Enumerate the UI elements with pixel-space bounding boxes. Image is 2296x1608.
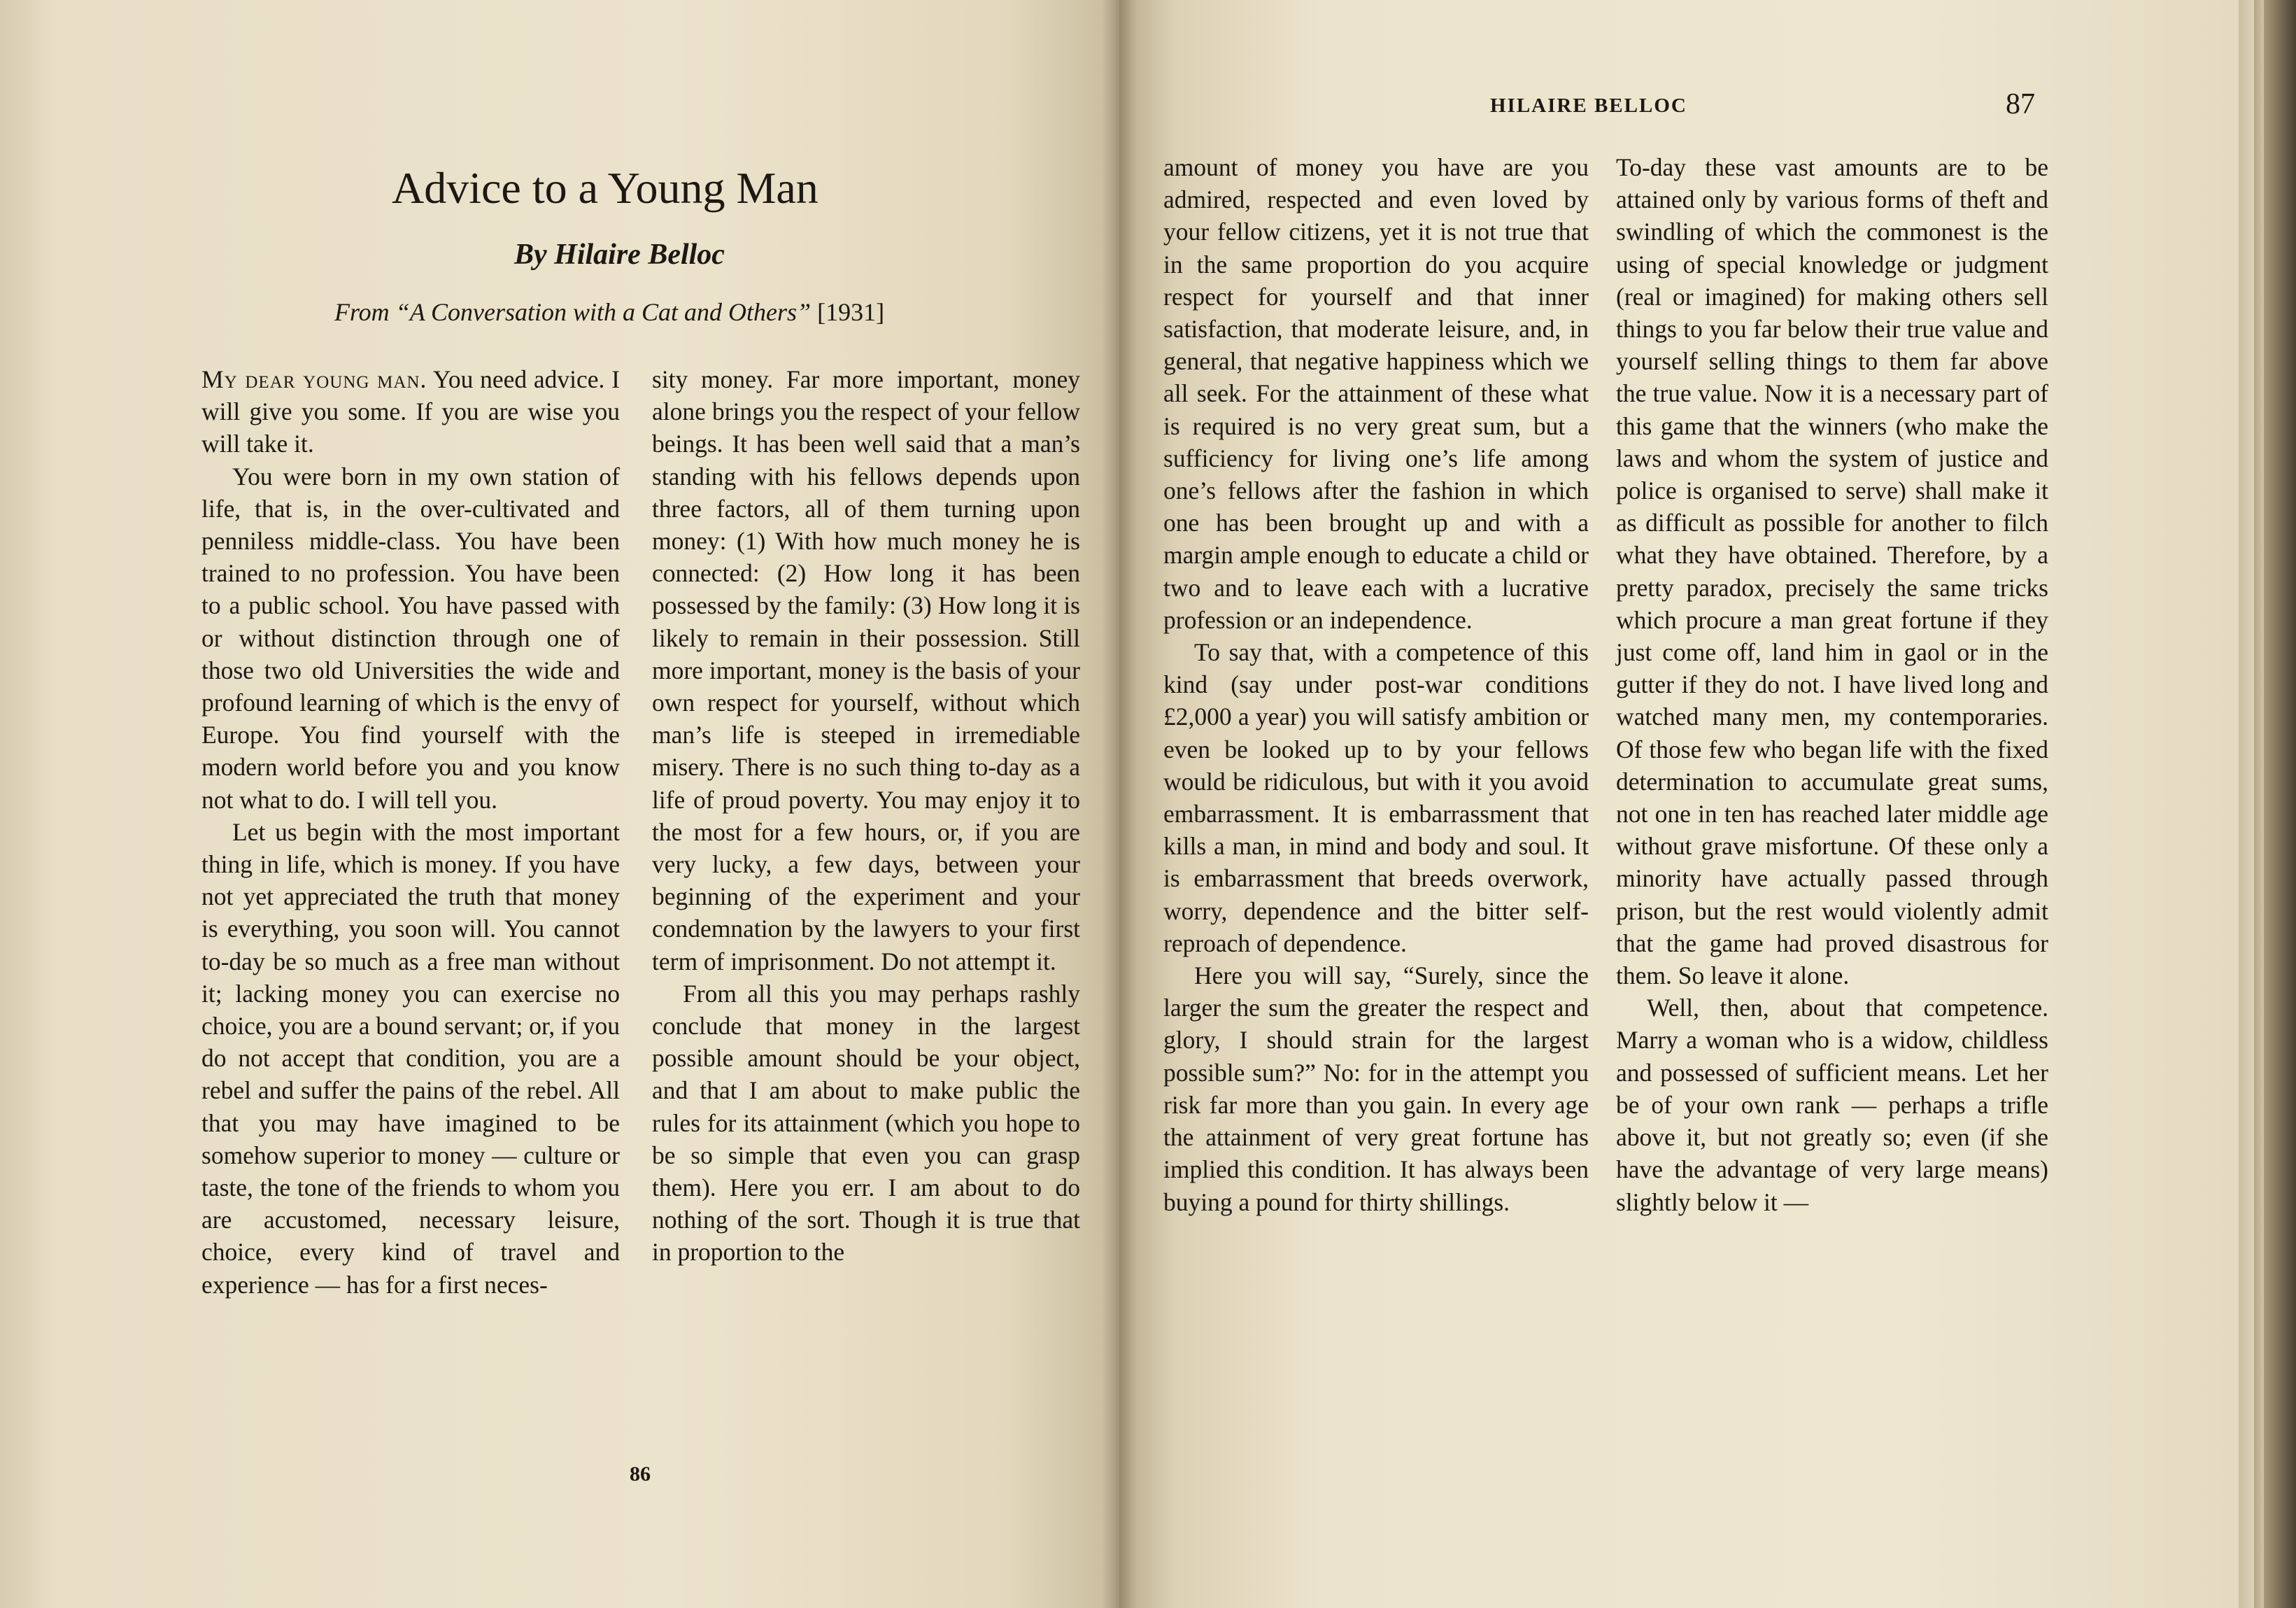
paragraph: sity money. Far more important, money alone brings you the respect of your fellow beings. It has been well said that a man’s standing with his fellows depends upon three factors, all of them turning upon money: (1) With how much money he is connected: (2) How long it has been possessed by the family: (3) How long it is likely to remain in their possession. Still more important, money is the basis of your own respect for yourself, without which man’s life is steeped in irremediable misery. There is no such thing to-day as a life of proud poverty. You may enjoy it to the most for a few hours, or, if you are very lucky, a few days, between your beginning of the experiment and your condemnation by the lawyers to your first term of imprisonment. Do not attempt it. (652, 365, 1080, 975)
source-prefix: From (334, 298, 396, 326)
paragraph: Let us begin with the most important thing in life, which is money. If you have not yet appreciated the truth that money is everything, you soon will. You cannot to-day be so much as a free man without it; lacking money you can exercise no choice, you are a bound servant; or, if you do not accept that condition, you are a rebel and suffer the pains of the rebel. All that you may have imagined to be somehow superior to money — culture or taste, the tone of the friends to whom you are accustomed, necessary leisure, choice, every kind of travel and experience — has for a first neces- (201, 817, 620, 1299)
paragraph: Well, then, about that competence. Marry a woman who is a widow, childless and possessed of sufficient means. Let her be of your own rank — perhaps a trifle above it, but not greatly so; even (if she have the advantage of very large means) slightly below it — (1616, 994, 2048, 1216)
byline: By Hilaire Belloc (514, 239, 725, 271)
page-number-left: 86 (630, 1462, 651, 1486)
source-title: “A Conversation with a Cat and Others” (395, 298, 812, 326)
article-title: Advice to a Young Man (392, 163, 819, 213)
book-gutter-shadow (1102, 0, 1137, 1608)
paragraph: To say that, with a competence of this kind (say under post-war conditions £2,000 a year) you will satisfy ambition or even be looked up to by your fellows would be ridiculous, but with it you avoid embarrassment. It is embarrassment that kills a man, in mind and body and soul. It is embarrassment that breeds overwork, worry, dependence and the bitter self-reproach of dependence. (1163, 638, 1589, 957)
running-head: HILAIRE BELLOC (1490, 94, 1687, 117)
text-column-1 (201, 363, 620, 1301)
paragraph: From all this you may perhaps rashly conclude that money in the largest possible amount should be your object, and that I am about to make public the rules for its attainment (which you hope to be so simple that even you can grasp them). Here you err. I am about to do nothing of the sort. Though it is true that in proportion to the (652, 979, 1080, 1267)
page-edge (2254, 0, 2264, 1608)
paragraph-text: You need advice. I will give you some. If you are wise you will take it. (201, 365, 620, 458)
text-column-3 (1163, 151, 1589, 1218)
source-line (334, 297, 884, 327)
right-page (1119, 0, 2239, 1608)
lead-in-small-caps: My dear young man. (201, 365, 427, 393)
source-year: [1931] (811, 298, 885, 326)
paragraph: amount of money you have are you admired, respected and even loved by your fellow citizens, yet it is not true that in the same proportion do you acquire respect for yourself and that inner satisfaction, that moderate leisure, and, in general, that negative happiness which we all seek. For the attainment of these what is required is no very great sum, but a sufficiency for living one’s life among one’s fellows after the fashion in which one has been brought up and with a margin ample enough to educate a child or two and to leave each with a lucrative profession or an independence. (1163, 153, 1589, 634)
text-column-2 (652, 363, 1080, 1269)
paragraph: You were born in my own station of life, that is, in the over-cultivated and penniless middle-class. You have been trained to no profession. You have been to a public school. You have passed with or without distinction through one of those two old Universities the wide and profound learning of which is the envy of Europe. You find yourself with the modern world before you and you know not what to do. I will tell you. (201, 462, 620, 814)
paragraph (201, 363, 620, 460)
page-number-right: 87 (2006, 88, 2035, 120)
page-edge (2239, 0, 2254, 1608)
left-page (0, 0, 1119, 1608)
paragraph: To-day these vast amounts are to be attained only by various forms of theft and swindling of which the commonest is the using of special knowledge or judgment (real or imagined) for making others sell things to you far below their true value and yourself selling things to them far above the true value. Now it is a necessary part of this game that the winners (who make the laws and whom the system of justice and police is organised to serve) shall make it as difficult as possible for another to filch what they have obtained. Therefore, by a pretty paradox, precisely the same tricks which procure a man great fortune if they just come off, land him in gaol or in the gutter if they do not. I have lived long and watched many men, my contemporaries. Of those few who began life with the fixed determination to accumulate great sums, not one in ten has reached later middle age without grave misfortune. Of these only a minority have actually passed through prison, but the rest would violently admit that the game had proved disastrous for them. So leave it alone. (1616, 153, 2048, 990)
text-column-4 (1616, 151, 2048, 1218)
book-cover-edge (2264, 0, 2296, 1608)
paragraph: Here you will say, “Surely, since the larger the sum the greater the respect and glory, I should strain for the largest possible sum?” No: for in the attempt you risk far more than you gain. In every age the attainment of very great fortune has implied this condition. It has always been buying a pound for thirty shillings. (1163, 961, 1589, 1216)
